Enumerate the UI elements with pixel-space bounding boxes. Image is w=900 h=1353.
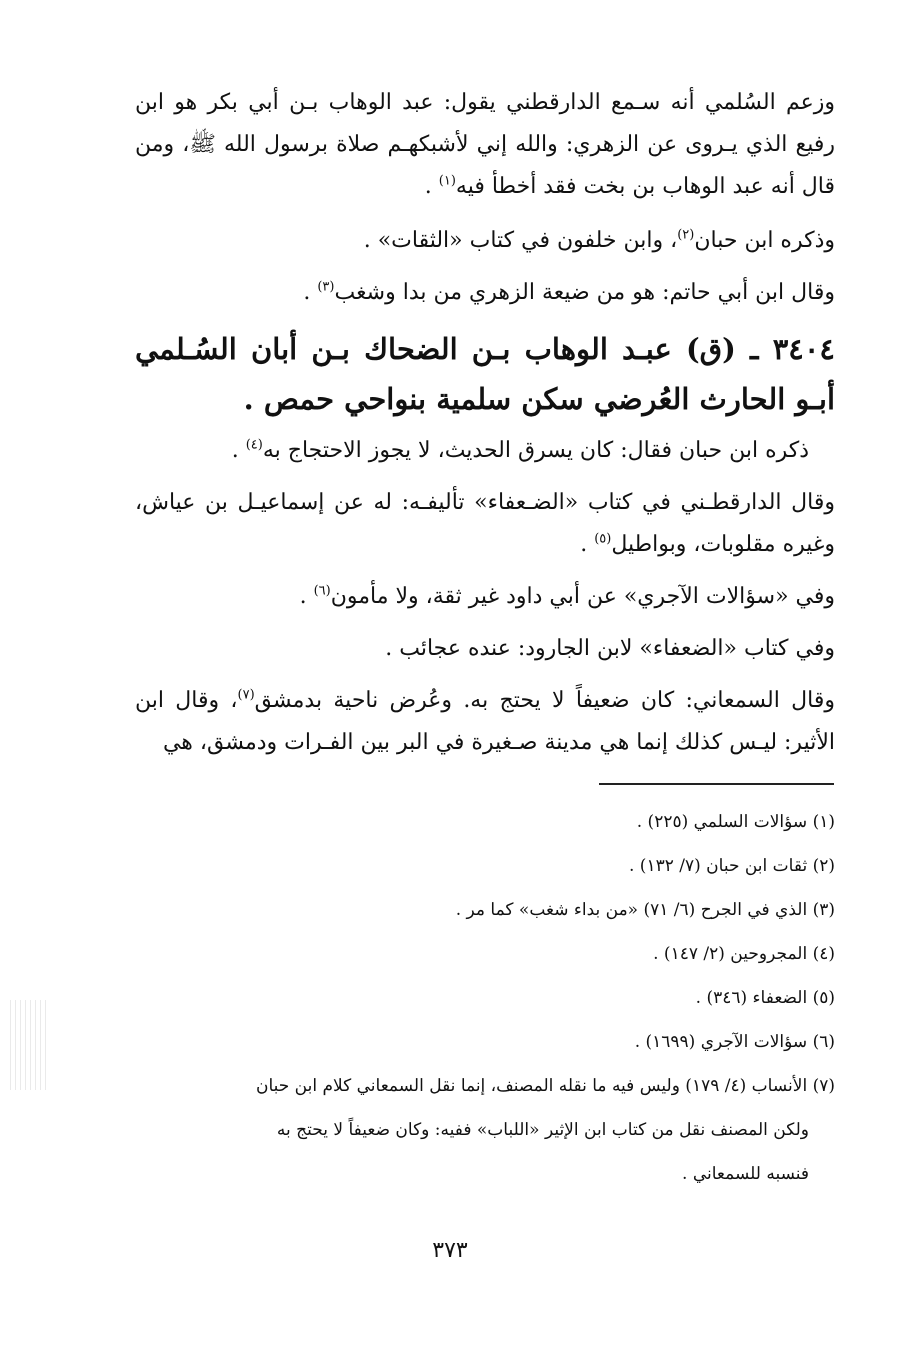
paragraph-1 xyxy=(135,82,835,208)
paragraph-3-text: وقال ابن أبي حاتم: هو من ضيعة الزهري من بدا وشغب xyxy=(334,280,835,305)
paragraph-8-text: وقال السمعاني: كان ضعيفاً لا يحتج به. وعُرض ناحية بدمشق xyxy=(254,688,835,713)
page-number: ٣٧٣ xyxy=(432,1238,468,1263)
paragraph-5 xyxy=(135,482,835,566)
paragraph-3-end: . xyxy=(303,280,318,305)
footnote-ref-2: (٢) xyxy=(677,227,695,243)
footnote-2: (٢) ثقات ابن حبان (٧/ ١٣٢) . xyxy=(628,856,835,876)
footnote-7-line-1: (٧) الأنساب (٤/ ١٧٩) وليس فيه ما نقله المصنف، إنما نقل السمعاني كلام ابن حبان xyxy=(255,1076,835,1096)
footnote-ref-1: (١) xyxy=(438,173,456,189)
paragraph-4-text: ذكره ابن حبان فقال: كان يسرق الحديث، لا يجوز الاحتجاج به xyxy=(262,438,809,463)
paragraph-2-rest: ، وابن خلفون في كتاب «الثقات» . xyxy=(363,228,678,253)
paragraph-1-end: . xyxy=(424,174,439,199)
paragraph-4-end: . xyxy=(231,438,246,463)
main-text xyxy=(135,82,835,774)
paragraph-5-end: . xyxy=(580,532,595,557)
footnote-7-line-3: فنسبه للسمعاني . xyxy=(682,1164,809,1184)
paragraph-7: وفي كتاب «الضعفاء» لابن الجارود: عنده عجائب . xyxy=(385,636,835,661)
paragraph-2 xyxy=(135,220,835,262)
footnote-separator xyxy=(599,783,834,785)
footnotes xyxy=(135,800,835,1196)
footnote-ref-5: (٥) xyxy=(594,531,612,547)
paragraph-6-end: . xyxy=(299,584,314,609)
footnote-6: (٦) سؤالات الآجري (١٦٩٩) . xyxy=(634,1032,835,1052)
footnote-4: (٤) المجروحين (٢/ ١٤٧) . xyxy=(653,944,835,964)
paragraph-2-text: وذكره ابن حبان xyxy=(694,228,835,253)
footnote-3: (٣) الذي في الجرح (٦/ ٧١) «من بداء شغب» كما مر . xyxy=(455,900,835,920)
paragraph-6 xyxy=(135,576,835,618)
paragraph-8-rest: ، وقال ابن الأثير: ليـس كذلك إنما هي مدينة صـغيرة في البر بين الفـرات ودمشق، هي xyxy=(135,688,835,755)
footnote-ref-6: (٦) xyxy=(313,583,331,599)
footnote-1: (١) سؤالات السلمي (٢٢٥) . xyxy=(636,812,835,832)
footnote-7-line-2: ولكن المصنف نقل من كتاب ابن الإثير «اللباب» ففيه: وكان ضعيفاً لا يحتج به xyxy=(276,1120,809,1140)
scan-artifact xyxy=(10,1000,48,1090)
entry-heading: ٣٤٠٤ ـ (ق) عبـد الوهاب بـن الضحاك بـن أبان السُـلمي أبـو الحارث العُرضي سكن سلمية بنواحي حمص . xyxy=(135,332,835,416)
paragraph-4 xyxy=(135,430,835,472)
footnote-7 xyxy=(135,1064,835,1196)
paragraph-3 xyxy=(135,272,835,314)
paragraph-8 xyxy=(135,680,835,764)
paragraph-1-text: وزعم السُلمي أنه سـمع الدارقطني يقول: عبد الوهاب بـن أبي بكر هو ابن رفيع الذي يـروى عن الزهري: والله إني لأشبكهـم صلاة برسول الله ﷺ، ومن قال أنه عبد الوهاب بن بخت فقد أخطأ فيه xyxy=(135,90,835,199)
paragraph-6-text: وفي «سؤالات الآجري» عن أبي داود غير ثقة، ولا مأمون xyxy=(330,584,835,609)
footnote-ref-3: (٣) xyxy=(317,279,335,295)
footnote-ref-4: (٤) xyxy=(245,437,263,453)
paragraph-5-text: وقال الدارقطـني في كتاب «الضـعفاء» تأليفـه: له عن إسماعيـل بن عياش، وغيره مقلوبات، وبواطيل xyxy=(135,490,835,557)
footnote-ref-7: (٧) xyxy=(237,687,255,703)
footnote-5: (٥) الضعفاء (٣٤٦) . xyxy=(695,988,835,1008)
